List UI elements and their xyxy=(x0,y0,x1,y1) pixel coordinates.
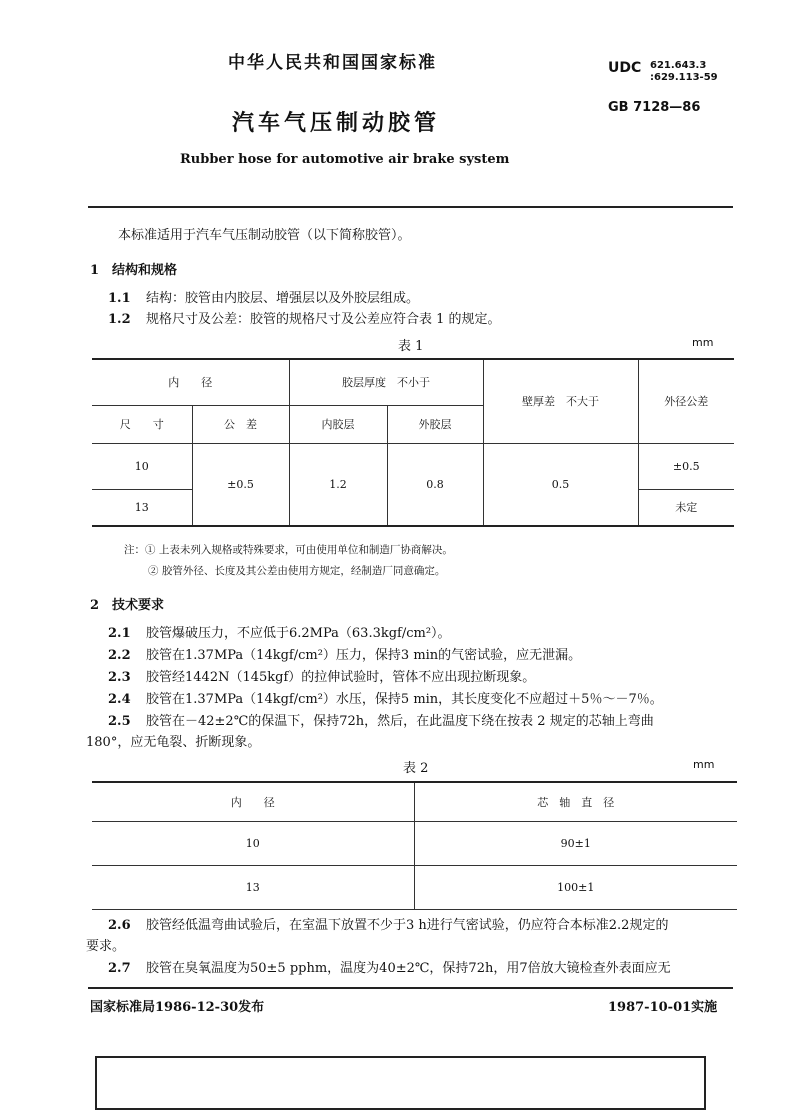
clause-text: 胶管在－42±2℃的保温下，保持72h，然后，在此温度下绕在按表 2 规定的芯轴上弯曲 xyxy=(146,714,654,729)
cell-inner-layer: 1.2 xyxy=(289,443,387,525)
cell-inner-diameter: 13 xyxy=(92,865,414,909)
table-row xyxy=(92,821,737,865)
udc-label: UDC xyxy=(608,60,642,76)
th-wall-difference: 壁厚差 不大于 xyxy=(483,360,638,443)
cell-inner-diameter: 10 xyxy=(92,821,414,865)
th-inner-diameter: 内 径 xyxy=(92,783,414,821)
footer-divider xyxy=(88,987,733,989)
th-tolerance: 公 差 xyxy=(192,405,289,443)
clause-2-6 xyxy=(108,916,668,936)
cell-outer-layer: 0.8 xyxy=(387,443,483,525)
cell-mandrel-diameter: 100±1 xyxy=(414,865,737,909)
clause-text: 胶管在臭氧温度为50±5 pphm，温度为40±2℃，保持72h，用7倍放大镜检查外表面应无 xyxy=(146,961,671,976)
cell-size-13: 13 xyxy=(92,489,192,525)
th-od-tolerance: 外径公差 xyxy=(638,360,734,443)
clause-number: 2.1 xyxy=(108,626,131,641)
section2-heading: 2 技术要求 xyxy=(90,598,165,613)
clause-number: 2.3 xyxy=(108,670,131,685)
clause-1-2 xyxy=(108,310,501,330)
th-outer-layer: 外胶层 xyxy=(387,405,483,443)
clause-text: 胶管经1442N（145kgf）的拉伸试验时，管体不应出现拉断现象。 xyxy=(146,670,536,685)
gb-standard-code: GB 7128—86 xyxy=(608,100,701,115)
section1-heading: 1 结构和规格 xyxy=(90,263,178,278)
table1-bottom-rule xyxy=(92,525,734,527)
table2 xyxy=(92,783,737,910)
document-title-cn: 汽车气压制动胶管 xyxy=(232,110,441,136)
clause-text: 胶管在1.37MPa（14kgf/cm²）压力，保持3 min的气密试验，应无泄漏。 xyxy=(146,648,582,663)
clause-2-5 xyxy=(108,712,654,732)
table1 xyxy=(92,360,734,526)
clause-text: 规格尺寸及公差：胶管的规格尺寸及公差应符合表 1 的规定。 xyxy=(146,312,501,327)
clause-number: 1.2 xyxy=(108,312,131,327)
cell-od-tol-13: 未定 xyxy=(638,489,734,525)
clause-2-5-continued: 180°，应无龟裂、折断现象。 xyxy=(86,735,261,750)
udc-code-line1: 621.643.3 xyxy=(650,60,707,71)
th-mandrel-diameter: 芯 轴 直 径 xyxy=(414,783,737,821)
table2-unit: mm xyxy=(693,758,715,771)
clause-2-2 xyxy=(108,646,581,666)
clause-number: 2.7 xyxy=(108,961,131,976)
clause-2-7 xyxy=(108,959,671,979)
issuing-authority-title: 中华人民共和国国家标准 xyxy=(228,53,437,73)
note-label: 注： xyxy=(124,544,145,556)
bottom-frame-box xyxy=(95,1056,706,1110)
document-title-en: Rubber hose for automotive air brake system xyxy=(180,152,510,167)
note-text: ① 上表未列入规格或特殊要求，可由使用单位和制造厂协商解决。 xyxy=(145,544,453,556)
table1-note-1 xyxy=(124,542,453,557)
scope-statement: 本标准适用于汽车气压制动胶管（以下简称胶管）。 xyxy=(118,228,411,243)
clause-number: 2.6 xyxy=(108,918,131,933)
th-inner-diameter: 内 径 xyxy=(92,360,289,405)
clause-number: 2.4 xyxy=(108,692,131,707)
effective-date: 1987-10-01实施 xyxy=(608,1000,718,1015)
th-layer-thickness: 胶层厚度 不小于 xyxy=(289,360,483,405)
cell-wall-difference: 0.5 xyxy=(483,443,638,525)
clause-text: 胶管爆破压力，不应低于6.2MPa（63.3kgf/cm²）。 xyxy=(146,626,451,641)
th-inner-layer: 内胶层 xyxy=(289,405,387,443)
clause-2-1 xyxy=(108,624,451,644)
cell-mandrel-diameter: 90±1 xyxy=(414,821,737,865)
clause-1-1 xyxy=(108,289,419,309)
cell-od-tol-10: ±0.5 xyxy=(638,443,734,489)
clause-2-3 xyxy=(108,668,535,688)
cell-tolerance: ±0.5 xyxy=(192,443,289,525)
clause-text: 胶管在1.37MPa（14kgf/cm²）水压，保持5 min，其长度变化不应超过＋5％～－7％。 xyxy=(146,692,663,707)
header-divider xyxy=(88,206,733,208)
cell-size-10: 10 xyxy=(92,443,192,489)
table1-note-2: ② 胶管外径、长度及其公差由使用方规定，经制造厂同意确定。 xyxy=(148,565,446,577)
clause-number: 2.5 xyxy=(108,714,131,729)
clause-text: 结构：胶管由内胶层、增强层以及外胶层组成。 xyxy=(146,291,420,306)
udc-code-line2: :629.113-59 xyxy=(650,72,718,83)
table1-unit: mm xyxy=(692,336,714,349)
table2-caption: 表 2 xyxy=(403,761,429,776)
table1-caption: 表 1 xyxy=(398,339,424,354)
table-row xyxy=(92,865,737,909)
issue-date: 国家标准局1986-12-30发布 xyxy=(90,1000,265,1015)
clause-number: 1.1 xyxy=(108,291,131,306)
clause-2-6-continued: 要求。 xyxy=(86,939,126,954)
clause-2-4 xyxy=(108,690,663,710)
th-size: 尺 寸 xyxy=(92,405,192,443)
clause-text: 胶管经低温弯曲试验后，在室温下放置不少于3 h进行气密试验，仍应符合本标准2.2规定的 xyxy=(146,918,669,933)
clause-number: 2.2 xyxy=(108,648,131,663)
